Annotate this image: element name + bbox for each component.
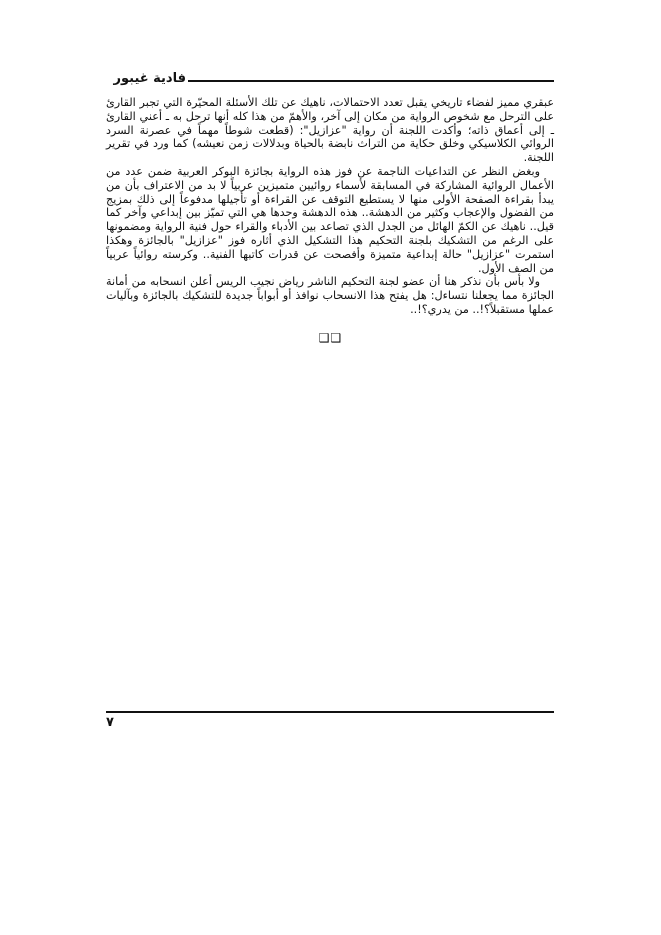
body-text — [106, 96, 554, 317]
footer-rule — [106, 711, 554, 713]
paragraph: عبقري مميز لفضاء تاريخي يقبل تعدد الاحتمالات، ناهيك عن تلك الأسئلة المحيّرة التي تجبر القارئ على الترحل مع شخوص الرواية من مكان إلى آخر، والأهمّ من هذا كله أنها ترحل به ـ أعني القارئ ـ إلى أعماق ذاته؛ وأكدت اللجنة أن رواية "عزازيل": (قطعت شوطاً مهماً في عصرنة السرد الروائي الكلاسيكي وخلق حكاية من التراث نابضة بالحياة وبدلالات زمن نعيشه) كما ورد في تقرير اللجنة. — [106, 96, 554, 165]
running-header-author: فادية غيبور — [113, 71, 186, 86]
paragraph: وبغض النظر عن التداعيات الناجمة عن فوز هذه الرواية بجائزة البوكر العربية ضمن عدد من الأعمال الروائية المشاركة في المسابقة لأسماء روائيين متميزين عربياً لا بد من الاعتراف بأن من يبدأ بقراءة الصفحة الأولى منها لا يستطيع التوقف عن القراءة أو تأجيلها مدفوعاً إلى ذلك بمزيج من الفضول والإعجاب وكثير من الدهشة.. هذه الدهشة وحدها هي التي تميّز بين إبداعي وآخر كما قيل.. ناهيك عن الكمّ الهائل من الجدل الذي تصاعد بين الأدباء والقراء حول فنية الرواية ومضمونها على الرغم من التشكيك بلجنة التحكيم هذا التشكيل الذي أثاره فوز "عزازيل" بالجائزة وهكذا استمرت "عزازيل" حالة إبداعية متميزة وأفصحت عن قدرات كاتبها الفنية.. وكرسته روائياً عربياً من الصف الأول. — [106, 164, 554, 275]
end-mark: ❑❑ — [318, 331, 343, 345]
paragraph: ولا بأس بأن نذكر هنا أن عضو لجنة التحكيم الناشر رياض نجيب الريس أعلن انسحابه من أمانة الجائزة مما يجعلنا نتساءل: هل يفتح هذا الانسحاب نوافذ أو أبواباً جديدة للتشكيك بالجائزة وبآليات عملها مستقبلاً؟!.. من يدري؟!.. — [106, 275, 554, 316]
page-number: ٧ — [106, 715, 114, 730]
header-rule — [188, 80, 554, 82]
